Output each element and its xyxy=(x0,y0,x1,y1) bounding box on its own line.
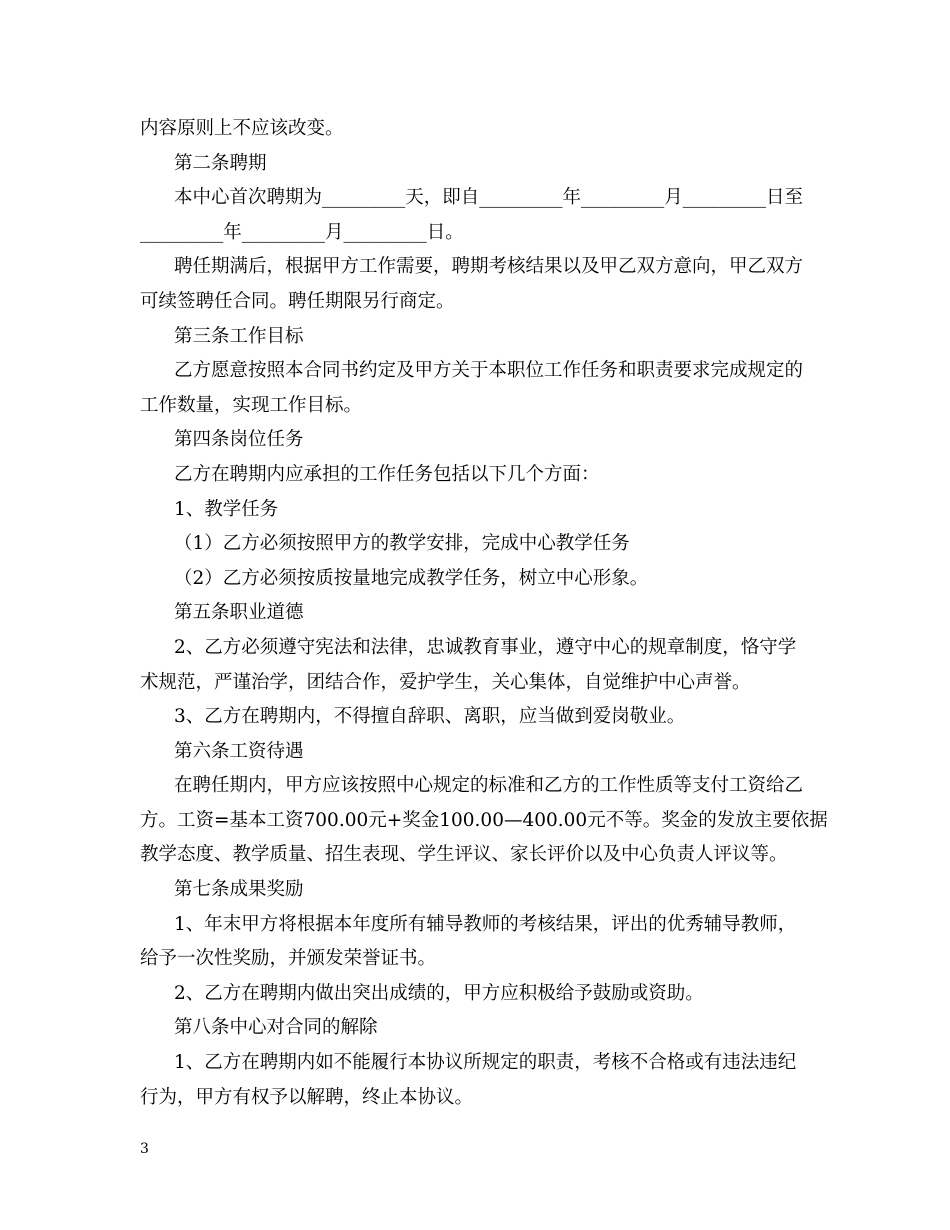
text-line: 教学态度、教学质量、招生表现、学生评议、家长评价以及中心负责人评议等。 xyxy=(140,844,788,866)
text-line: 乙方在聘期内应承担的工作任务包括以下几个方面： xyxy=(174,463,600,485)
text-line: （2）乙方必须按质按量地完成教学任务，树立中心形象。 xyxy=(174,567,649,589)
text-line: 1、教学任务 xyxy=(174,498,279,520)
text-line: 给予一次性奖励，并颁发荣誉证书。 xyxy=(140,948,437,970)
text-line: 2、乙方必须遵守宪法和法律，忠诚教育事业，遵守中心的规章制度，恪守学 xyxy=(174,636,797,658)
text-line: 1、年末甲方将根据本年度所有辅导教师的考核结果，评出的优秀辅导教师， xyxy=(174,913,797,935)
text-line: 第二条聘期 xyxy=(174,152,267,174)
text-line: 3、乙方在聘期内，不得擅自辞职、离职，应当做到爱岗敬业。 xyxy=(174,706,686,728)
text-line: 第五条职业道德 xyxy=(174,602,304,624)
text-line: 行为，甲方有权予以解聘，终止本协议。 xyxy=(140,1086,474,1108)
text-line: 方。工资=基本工资700.00元+奖金100.00—400.00元不等。奖金的发放主要依据 xyxy=(140,809,828,831)
document-body xyxy=(140,112,828,1115)
text-line: 可续签聘任合同。聘任期限另行商定。 xyxy=(140,290,455,312)
page-number: 3 xyxy=(140,1141,149,1157)
text-line: _________年_________月_________日。 xyxy=(140,221,464,243)
text-line: 第六条工资待遇 xyxy=(174,740,304,762)
text-line: 乙方愿意按照本合同书约定及甲方关于本职位工作任务和职责要求完成规定的 xyxy=(174,360,804,382)
text-line: 聘任期满后，根据甲方工作需要，聘期考核结果以及甲乙双方意向，甲乙双方 xyxy=(174,256,804,278)
text-line: （1）乙方必须按照甲方的教学安排，完成中心教学任务 xyxy=(174,533,630,555)
text-line: 术规范，严谨治学，团结合作，爱护学生，关心集体，自觉维护中心声誉。 xyxy=(140,671,751,693)
text-line: 2、乙方在聘期内做出突出成绩的，甲方应积极给予鼓励或资助。 xyxy=(174,982,704,1004)
text-line: 1、乙方在聘期内如不能履行本协议所规定的职责，考核不合格或有违法违纪 xyxy=(174,1052,797,1074)
text-line: 第八条中心对合同的解除 xyxy=(174,1017,378,1039)
text-line: 工作数量，实现工作目标。 xyxy=(140,394,363,416)
text-line: 第七条成果奖励 xyxy=(174,879,304,901)
text-line: 在聘任期内，甲方应该按照中心规定的标准和乙方的工作性质等支付工资给乙 xyxy=(174,775,804,797)
text-line: 内容原则上不应该改变。 xyxy=(140,118,344,139)
text-line: 第三条工作目标 xyxy=(174,325,304,347)
text-line: 第四条岗位任务 xyxy=(174,429,304,451)
text-line: 本中心首次聘期为_________天，即自_________年_________月_________日至 xyxy=(174,187,804,209)
